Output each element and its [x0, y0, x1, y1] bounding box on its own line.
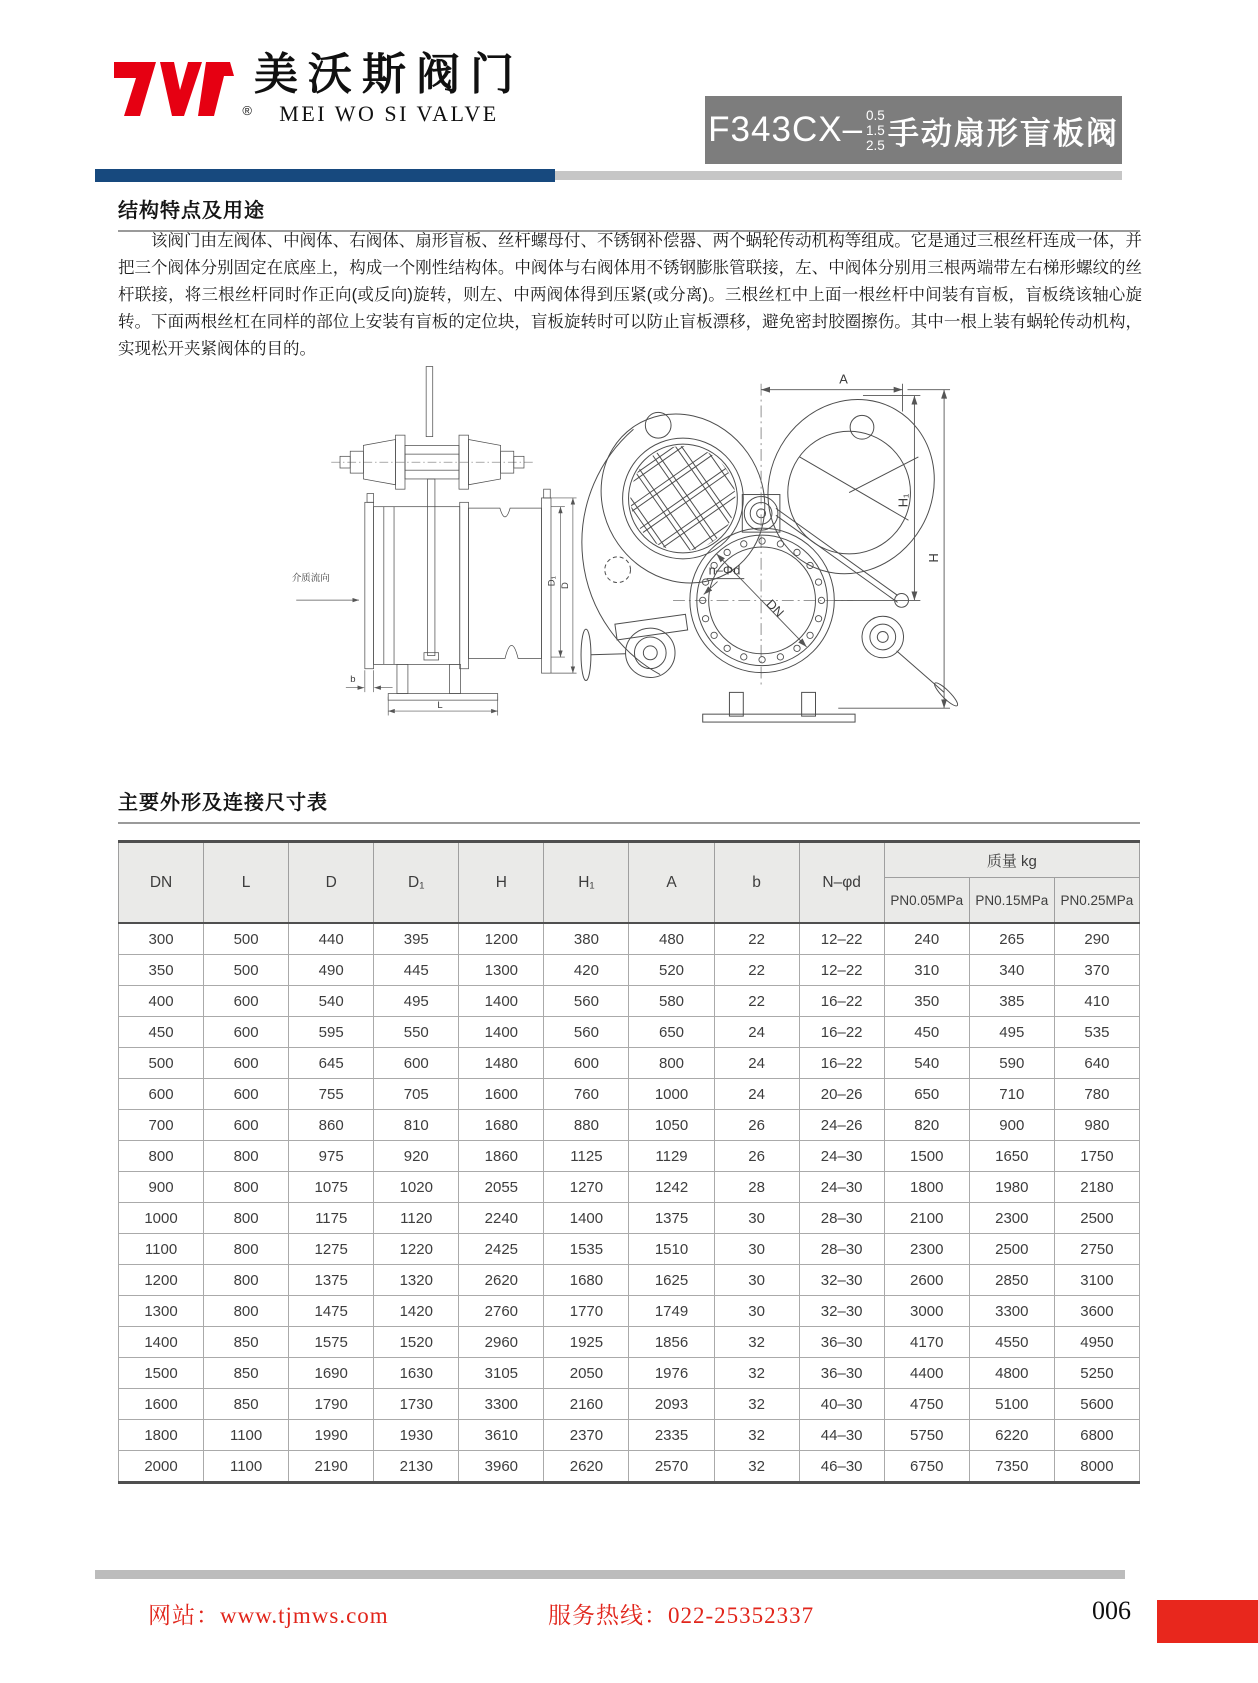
table-cell: 800 — [204, 1296, 289, 1327]
dimensions-table-head — [119, 842, 1140, 924]
table-cell: 46–30 — [799, 1451, 884, 1483]
table-cell: 395 — [374, 923, 459, 955]
table-cell: 850 — [204, 1358, 289, 1389]
table-cell: 1925 — [544, 1327, 629, 1358]
table-cell: 400 — [119, 986, 204, 1017]
bolt-spec-label: n–Φd — [708, 562, 741, 578]
table-cell: 265 — [969, 923, 1054, 955]
table-row — [119, 1234, 1140, 1265]
column-header: H₁ — [544, 842, 629, 924]
pressure-rating: 2.5 — [866, 137, 885, 153]
dimensions-table-body — [119, 923, 1140, 1483]
table-cell: 24 — [714, 1079, 799, 1110]
dim-label-l: L — [437, 700, 443, 712]
table-cell: 24 — [714, 1017, 799, 1048]
table-cell: 16–22 — [799, 1048, 884, 1079]
table-cell: 600 — [204, 986, 289, 1017]
table-cell: 1375 — [629, 1203, 714, 1234]
table-cell: 3300 — [459, 1389, 544, 1420]
table-cell: 370 — [1054, 955, 1139, 986]
table-cell: 1500 — [884, 1141, 969, 1172]
column-header: D₁ — [374, 842, 459, 924]
table-cell: 1200 — [459, 923, 544, 955]
table-cell: 1050 — [629, 1110, 714, 1141]
table-cell: 850 — [204, 1389, 289, 1420]
brand-name-english: MEI WO SI VALVE — [279, 101, 499, 127]
table-cell: 24–30 — [799, 1141, 884, 1172]
table-cell: 1100 — [204, 1451, 289, 1483]
product-title-banner — [705, 96, 1122, 164]
table-cell: 1480 — [459, 1048, 544, 1079]
table-cell: 30 — [714, 1234, 799, 1265]
table-row — [119, 1451, 1140, 1483]
table-head-row-main — [119, 842, 1140, 878]
table-row — [119, 1017, 1140, 1048]
column-group-weight: 质量 kg — [884, 842, 1139, 878]
table-cell: 420 — [544, 955, 629, 986]
dimensions-table — [118, 840, 1140, 1484]
column-header: L — [204, 842, 289, 924]
table-cell: 22 — [714, 955, 799, 986]
table-row — [119, 1141, 1140, 1172]
table-cell: 540 — [289, 986, 374, 1017]
features-section-header — [118, 194, 1140, 232]
table-cell: 1600 — [119, 1389, 204, 1420]
table-cell: 1535 — [544, 1234, 629, 1265]
table-cell: 705 — [374, 1079, 459, 1110]
column-header-pressure: PN0.05MPa — [884, 878, 969, 924]
table-cell: 2960 — [459, 1327, 544, 1358]
model-code: F343CX– — [708, 110, 864, 149]
table-cell: 1770 — [544, 1296, 629, 1327]
table-cell: 2600 — [884, 1265, 969, 1296]
table-cell: 2055 — [459, 1172, 544, 1203]
column-header-pressure: PN0.15MPa — [969, 878, 1054, 924]
table-cell: 1520 — [374, 1327, 459, 1358]
table-cell: 535 — [1054, 1017, 1139, 1048]
table-cell: 1242 — [629, 1172, 714, 1203]
table-cell: 850 — [204, 1327, 289, 1358]
front-view-drawing — [554, 360, 984, 728]
page-number: 006 — [1092, 1596, 1131, 1625]
table-cell: 980 — [1054, 1110, 1139, 1141]
dimensions-section-header — [118, 786, 1140, 824]
table-cell: 800 — [629, 1048, 714, 1079]
table-cell: 1120 — [374, 1203, 459, 1234]
table-cell: 860 — [289, 1110, 374, 1141]
table-cell: 1510 — [629, 1234, 714, 1265]
table-cell: 900 — [969, 1110, 1054, 1141]
table-row — [119, 1110, 1140, 1141]
table-cell: 5250 — [1054, 1358, 1139, 1389]
table-cell: 28–30 — [799, 1234, 884, 1265]
table-cell: 500 — [119, 1048, 204, 1079]
company-logo — [112, 50, 252, 128]
product-name: 手动扇形盲板阀 — [887, 115, 1119, 151]
table-cell: 480 — [629, 923, 714, 955]
table-cell: 12–22 — [799, 955, 884, 986]
table-cell: 780 — [1054, 1079, 1139, 1110]
table-row — [119, 1079, 1140, 1110]
table-cell: 500 — [204, 923, 289, 955]
dimensions-title: 主要外形及连接尺寸表 — [118, 792, 328, 814]
table-row — [119, 1358, 1140, 1389]
table-cell: 650 — [884, 1079, 969, 1110]
table-cell: 2335 — [629, 1420, 714, 1451]
table-cell: 3100 — [1054, 1265, 1139, 1296]
table-cell: 1400 — [544, 1203, 629, 1234]
table-cell: 2000 — [119, 1451, 204, 1483]
header-gray-rule — [555, 171, 1122, 180]
table-cell: 1300 — [119, 1296, 204, 1327]
table-cell: 1320 — [374, 1265, 459, 1296]
table-cell: 800 — [204, 1265, 289, 1296]
table-cell: 4170 — [884, 1327, 969, 1358]
table-cell: 32–30 — [799, 1296, 884, 1327]
table-cell: 1500 — [119, 1358, 204, 1389]
table-cell: 450 — [119, 1017, 204, 1048]
table-cell: 590 — [969, 1048, 1054, 1079]
table-cell: 36–30 — [799, 1327, 884, 1358]
pressure-rating: 0.5 — [866, 107, 885, 123]
table-cell: 1129 — [629, 1141, 714, 1172]
table-cell: 350 — [119, 955, 204, 986]
table-row — [119, 955, 1140, 986]
table-cell: 1800 — [884, 1172, 969, 1203]
table-cell: 1750 — [1054, 1141, 1139, 1172]
table-cell: 600 — [204, 1017, 289, 1048]
technical-drawings — [118, 360, 1140, 728]
table-cell: 2130 — [374, 1451, 459, 1483]
table-cell: 32 — [714, 1358, 799, 1389]
table-cell: 8000 — [1054, 1451, 1139, 1483]
table-cell: 4950 — [1054, 1327, 1139, 1358]
section-rule — [118, 822, 1140, 824]
table-cell: 3105 — [459, 1358, 544, 1389]
brand-name-chinese: 美沃斯阀门 — [254, 49, 524, 99]
table-cell: 600 — [204, 1048, 289, 1079]
table-cell: 2370 — [544, 1420, 629, 1451]
table-cell: 1976 — [629, 1358, 714, 1389]
table-cell: 5600 — [1054, 1389, 1139, 1420]
features-paragraph: 该阀门由左阀体、中阀体、右阀体、扇形盲板、丝杆螺母付、不锈钢补偿器、两个蜗轮传动机构等组成。它是通过三根丝杆连成一体，并把三个阀体分别固定在底座上，构成一个刚性结构体。中阀体与右阀体用不锈钢膨胀管联接，左、中阀体分别用三根两端带左右梯形螺纹的丝杆联接，将三根丝杆同时作正向(或反向)旋转，则左、中两阀体得到压紧(或分离)。三根丝杠中上面一根丝杆中间装有盲板，盲板绕该轴心旋转。下面两根丝杠在同样的部位上安装有盲板的定位块，盲板旋转时可以防止盲板漂移，避免密封胶圈擦伤。其中一根上装有蜗轮传动机构，实现松开夹紧阀体的目的。 — [118, 232, 1142, 358]
table-row — [119, 1265, 1140, 1296]
table-cell: 800 — [204, 1141, 289, 1172]
table-cell: 28–30 — [799, 1203, 884, 1234]
table-cell: 2160 — [544, 1389, 629, 1420]
wy-valve-logo-icon — [112, 50, 238, 128]
table-cell: 600 — [374, 1048, 459, 1079]
brand-text — [254, 51, 524, 127]
table-cell: 1420 — [374, 1296, 459, 1327]
table-cell: 1125 — [544, 1141, 629, 1172]
table-cell: 16–22 — [799, 1017, 884, 1048]
table-cell: 16–22 — [799, 986, 884, 1017]
table-cell: 4550 — [969, 1327, 1054, 1358]
table-cell: 22 — [714, 923, 799, 955]
table-cell: 445 — [374, 955, 459, 986]
table-cell: 810 — [374, 1110, 459, 1141]
table-cell: 560 — [544, 1017, 629, 1048]
table-cell: 550 — [374, 1017, 459, 1048]
registered-mark: ® — [242, 103, 252, 118]
table-row — [119, 986, 1140, 1017]
table-cell: 290 — [1054, 923, 1139, 955]
table-cell: 2425 — [459, 1234, 544, 1265]
table-cell: 495 — [969, 1017, 1054, 1048]
table-cell: 710 — [969, 1079, 1054, 1110]
table-cell: 4750 — [884, 1389, 969, 1420]
table-cell: 2500 — [1054, 1203, 1139, 1234]
table-cell: 1630 — [374, 1358, 459, 1389]
table-cell: 1200 — [119, 1265, 204, 1296]
table-cell: 410 — [1054, 986, 1139, 1017]
table-cell: 300 — [119, 923, 204, 955]
table-cell: 26 — [714, 1110, 799, 1141]
column-header-pressure: PN0.25MPa — [1054, 878, 1139, 924]
table-cell: 3000 — [884, 1296, 969, 1327]
table-cell: 2300 — [969, 1203, 1054, 1234]
table-cell: 1300 — [459, 955, 544, 986]
table-cell: 1270 — [544, 1172, 629, 1203]
brand-header — [112, 50, 524, 128]
table-cell: 800 — [204, 1234, 289, 1265]
table-cell: 7350 — [969, 1451, 1054, 1483]
table-cell: 650 — [629, 1017, 714, 1048]
table-cell: 450 — [884, 1017, 969, 1048]
table-cell: 6800 — [1054, 1420, 1139, 1451]
dim-label-a: A — [839, 371, 848, 387]
table-cell: 1275 — [289, 1234, 374, 1265]
table-cell: 28 — [714, 1172, 799, 1203]
table-cell: 30 — [714, 1296, 799, 1327]
table-cell: 560 — [544, 986, 629, 1017]
table-row — [119, 923, 1140, 955]
table-cell: 600 — [119, 1079, 204, 1110]
pressure-rating: 1.5 — [866, 122, 885, 138]
table-cell: 880 — [544, 1110, 629, 1141]
table-row — [119, 1389, 1140, 1420]
table-cell: 1100 — [204, 1420, 289, 1451]
table-cell: 1856 — [629, 1327, 714, 1358]
table-cell: 26 — [714, 1141, 799, 1172]
table-cell: 22 — [714, 986, 799, 1017]
table-cell: 1860 — [459, 1141, 544, 1172]
table-row — [119, 1048, 1140, 1079]
table-cell: 2570 — [629, 1451, 714, 1483]
table-cell: 1650 — [969, 1141, 1054, 1172]
table-cell: 1400 — [459, 986, 544, 1017]
pressure-ratings — [866, 108, 885, 153]
table-cell: 1375 — [289, 1265, 374, 1296]
dim-label-d: D — [559, 582, 571, 589]
table-cell: 2620 — [544, 1451, 629, 1483]
side-view-drawing — [286, 362, 578, 720]
table-cell: 500 — [204, 955, 289, 986]
table-cell: 1000 — [629, 1079, 714, 1110]
table-cell: 2760 — [459, 1296, 544, 1327]
table-cell: 600 — [204, 1110, 289, 1141]
table-cell: 2620 — [459, 1265, 544, 1296]
table-cell: 640 — [1054, 1048, 1139, 1079]
table-cell: 24–30 — [799, 1172, 884, 1203]
table-cell: 12–22 — [799, 923, 884, 955]
table-cell: 920 — [374, 1141, 459, 1172]
table-cell: 1000 — [119, 1203, 204, 1234]
table-cell: 800 — [119, 1141, 204, 1172]
table-cell: 760 — [544, 1079, 629, 1110]
table-cell: 1990 — [289, 1420, 374, 1451]
table-row — [119, 1327, 1140, 1358]
table-cell: 350 — [884, 986, 969, 1017]
footer-red-block — [1157, 1600, 1258, 1643]
table-cell: 1749 — [629, 1296, 714, 1327]
table-cell: 3960 — [459, 1451, 544, 1483]
table-cell: 20–26 — [799, 1079, 884, 1110]
table-cell: 24 — [714, 1048, 799, 1079]
table-cell: 1790 — [289, 1389, 374, 1420]
table-cell: 1625 — [629, 1265, 714, 1296]
table-cell: 1690 — [289, 1358, 374, 1389]
table-cell: 2093 — [629, 1389, 714, 1420]
table-cell: 1980 — [969, 1172, 1054, 1203]
table-cell: 2100 — [884, 1203, 969, 1234]
column-header: H — [459, 842, 544, 924]
table-cell: 755 — [289, 1079, 374, 1110]
table-cell: 2850 — [969, 1265, 1054, 1296]
table-cell: 1400 — [119, 1327, 204, 1358]
features-title: 结构特点及用途 — [118, 200, 265, 222]
table-cell: 1800 — [119, 1420, 204, 1451]
table-cell: 2180 — [1054, 1172, 1139, 1203]
table-cell: 32 — [714, 1389, 799, 1420]
dim-label-b: b — [350, 673, 356, 685]
table-cell: 900 — [119, 1172, 204, 1203]
dim-label-d1: D₁ — [546, 576, 558, 587]
table-cell: 1020 — [374, 1172, 459, 1203]
dim-label-h: H — [926, 553, 942, 563]
table-cell: 645 — [289, 1048, 374, 1079]
table-cell: 32 — [714, 1451, 799, 1483]
flow-direction-label: 介质流向 — [291, 573, 330, 585]
table-cell: 5750 — [884, 1420, 969, 1451]
table-cell: 380 — [544, 923, 629, 955]
table-cell: 1680 — [544, 1265, 629, 1296]
table-cell: 30 — [714, 1265, 799, 1296]
table-cell: 1220 — [374, 1234, 459, 1265]
table-cell: 2240 — [459, 1203, 544, 1234]
column-header: D — [289, 842, 374, 924]
table-cell: 385 — [969, 986, 1054, 1017]
table-cell: 340 — [969, 955, 1054, 986]
footer-gray-rule — [95, 1570, 1125, 1579]
table-cell: 32–30 — [799, 1265, 884, 1296]
table-cell: 600 — [544, 1048, 629, 1079]
table-cell: 440 — [289, 923, 374, 955]
table-cell: 490 — [289, 955, 374, 986]
column-header: DN — [119, 842, 204, 924]
table-cell: 3600 — [1054, 1296, 1139, 1327]
table-row — [119, 1172, 1140, 1203]
table-cell: 6750 — [884, 1451, 969, 1483]
header-navy-rule — [95, 169, 555, 182]
table-cell: 580 — [629, 986, 714, 1017]
table-cell: 495 — [374, 986, 459, 1017]
table-cell: 595 — [289, 1017, 374, 1048]
table-cell: 2190 — [289, 1451, 374, 1483]
table-cell: 1100 — [119, 1234, 204, 1265]
table-cell: 4800 — [969, 1358, 1054, 1389]
table-cell: 1600 — [459, 1079, 544, 1110]
table-cell: 700 — [119, 1110, 204, 1141]
table-cell: 3300 — [969, 1296, 1054, 1327]
column-header: N–φd — [799, 842, 884, 924]
table-cell: 800 — [204, 1203, 289, 1234]
table-cell: 24–26 — [799, 1110, 884, 1141]
table-cell: 2500 — [969, 1234, 1054, 1265]
table-row — [119, 1203, 1140, 1234]
table-row — [119, 1420, 1140, 1451]
table-cell: 1930 — [374, 1420, 459, 1451]
table-cell: 1575 — [289, 1327, 374, 1358]
table-cell: 3610 — [459, 1420, 544, 1451]
table-cell: 310 — [884, 955, 969, 986]
dim-label-h1: H₁ — [895, 493, 911, 508]
table-cell: 40–30 — [799, 1389, 884, 1420]
table-cell: 1175 — [289, 1203, 374, 1234]
table-cell: 600 — [204, 1079, 289, 1110]
table-cell: 44–30 — [799, 1420, 884, 1451]
table-cell: 1400 — [459, 1017, 544, 1048]
table-cell: 240 — [884, 923, 969, 955]
table-cell: 975 — [289, 1141, 374, 1172]
table-cell: 4400 — [884, 1358, 969, 1389]
footer-hotline: 服务热线：022-25352337 — [548, 1603, 815, 1628]
column-header: A — [629, 842, 714, 924]
dim-label-dn: DN — [763, 596, 788, 621]
table-cell: 2300 — [884, 1234, 969, 1265]
table-cell: 540 — [884, 1048, 969, 1079]
table-cell: 1075 — [289, 1172, 374, 1203]
table-cell: 820 — [884, 1110, 969, 1141]
table-cell: 32 — [714, 1327, 799, 1358]
table-cell: 1475 — [289, 1296, 374, 1327]
table-cell: 1730 — [374, 1389, 459, 1420]
column-header: b — [714, 842, 799, 924]
table-cell: 2050 — [544, 1358, 629, 1389]
table-cell: 30 — [714, 1203, 799, 1234]
table-cell: 2750 — [1054, 1234, 1139, 1265]
table-cell: 5100 — [969, 1389, 1054, 1420]
footer-website: 网站：www.tjmws.com — [148, 1603, 389, 1628]
table-cell: 520 — [629, 955, 714, 986]
table-cell: 32 — [714, 1420, 799, 1451]
table-cell: 1680 — [459, 1110, 544, 1141]
table-cell: 800 — [204, 1172, 289, 1203]
table-cell: 36–30 — [799, 1358, 884, 1389]
table-row — [119, 1296, 1140, 1327]
table-cell: 6220 — [969, 1420, 1054, 1451]
